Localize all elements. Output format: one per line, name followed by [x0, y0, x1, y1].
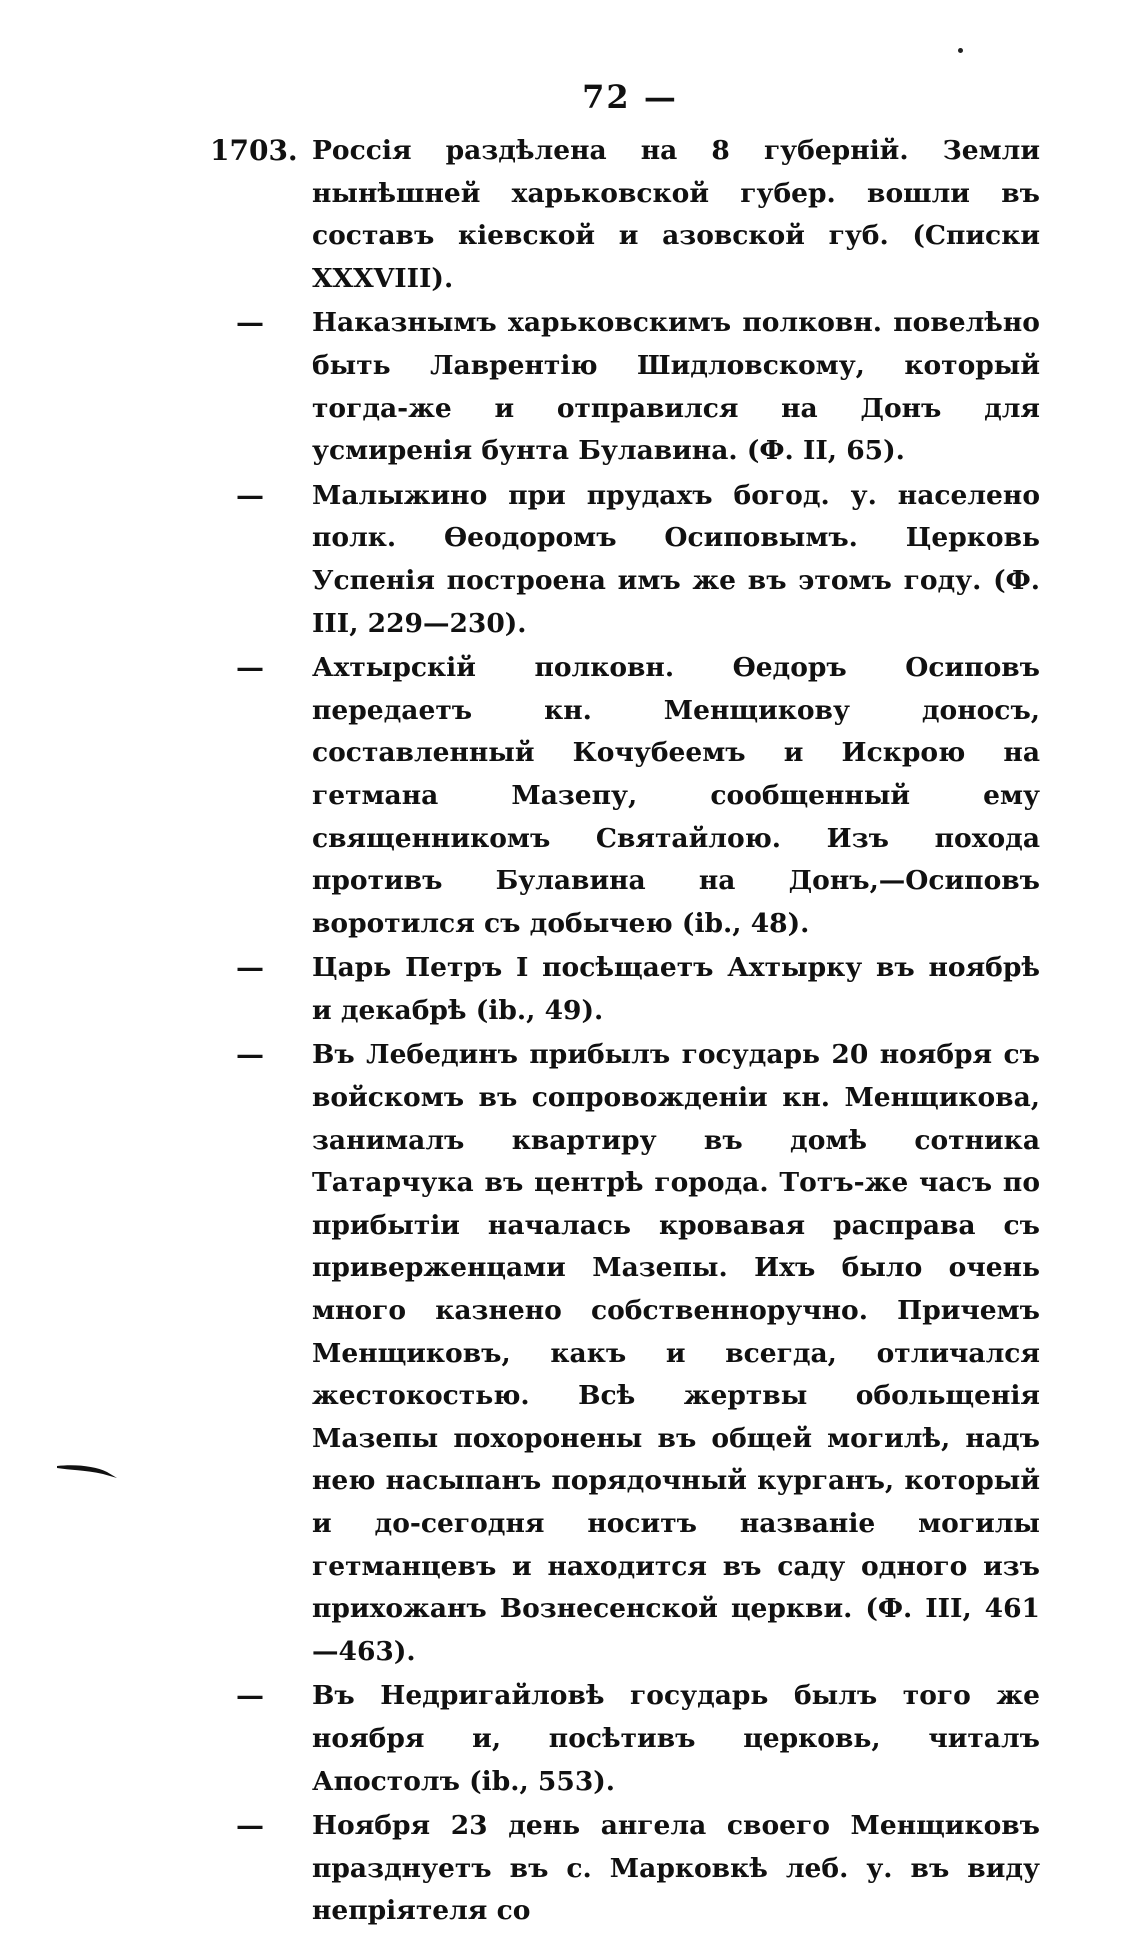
entry-text: Малыжино при прудахъ богод. у. населено полк. Ѳеодоромъ Осиповымъ. Церковь Успенія построена имъ же въ этомъ году. (Ф. III, 229—230). [312, 479, 1040, 639]
entry-dash: — [236, 1809, 264, 1843]
entry-text: Ахтырскій полковн. Ѳедоръ Осиповъ передаетъ кн. Менщикову доносъ, составленный Кочубеемъ и Искрою на гетмана Мазепу, сообщенный ему священникомъ Святайлою. Изъ похода противъ Булавина на Донъ,—Осиповъ воротился съ добычею (ib., 48). [312, 652, 1040, 939]
ink-stroke-mark [55, 1462, 125, 1480]
entry-year: 1703. [210, 134, 298, 167]
entry-dash: — [236, 651, 264, 685]
entry-text: Въ Лебединъ прибылъ государь 20 ноября съ войскомъ въ сопровожденіи кн. Менщикова, занималъ квартиру въ домѣ сотника Татарчука въ центрѣ города. Тотъ-же часъ по прибытіи началась кровавая расправа съ приверженцами Мазепы. Ихъ было очень много казнено собственноручно. Причемъ Менщиковъ, какъ и всегда, отличался жестокостью. Всѣ жертвы обольщенія Мазепы похоронены въ общей могилѣ, надъ нею насыпанъ порядочный курганъ, который и до-сегодня носитъ названіе могилы гетманцевъ и находится въ саду одного изъ прихожанъ Вознесенской церкви. (Ф. III, 461—463). [312, 1039, 1040, 1667]
entry-text: Царь Петръ I посѣщаетъ Ахтырку въ ноябрѣ и декабрѣ (ib., 49). [312, 952, 1040, 1026]
entry-text: Россія раздѣлена на 8 губерній. Земли нынѣшней харьковской губер. вошли въ составъ кіевской и азовской губ. (Списки XXXVIII). [312, 135, 1040, 294]
entry-text: Ноября 23 день ангела своего Менщиковъ празднуетъ въ с. Марковкѣ леб. у. въ виду непріятеля со [312, 1810, 1040, 1927]
page-number: 72 — [582, 78, 678, 116]
chronicle-entries [210, 130, 1040, 1935]
scan-speck [958, 48, 963, 53]
chronicle-entry [210, 302, 1040, 472]
chronicle-entry [210, 130, 1040, 300]
entry-dash: — [236, 951, 264, 985]
entry-dash: — [236, 1038, 264, 1072]
entry-text: Наказнымъ харьковскимъ полковн. повелѣно быть Лаврентію Шидловскому, который тогда-же и отправился на Донъ для усмиренія бунта Булавина. (Ф. II, 65). [312, 307, 1040, 467]
chronicle-entry [210, 1805, 1040, 1933]
chronicle-entry [210, 1675, 1040, 1803]
entry-text: Въ Недригайловѣ государь былъ того же ноября и, посѣтивъ церковь, читалъ Апостолъ (ib., 553). [312, 1680, 1040, 1797]
entry-dash: — [236, 306, 264, 340]
chronicle-entry [210, 647, 1040, 945]
entry-dash: — [236, 1679, 264, 1713]
entry-dash: — [236, 478, 264, 512]
chronicle-entry [210, 475, 1040, 645]
chronicle-entry [210, 947, 1040, 1032]
chronicle-entry [210, 1034, 1040, 1673]
